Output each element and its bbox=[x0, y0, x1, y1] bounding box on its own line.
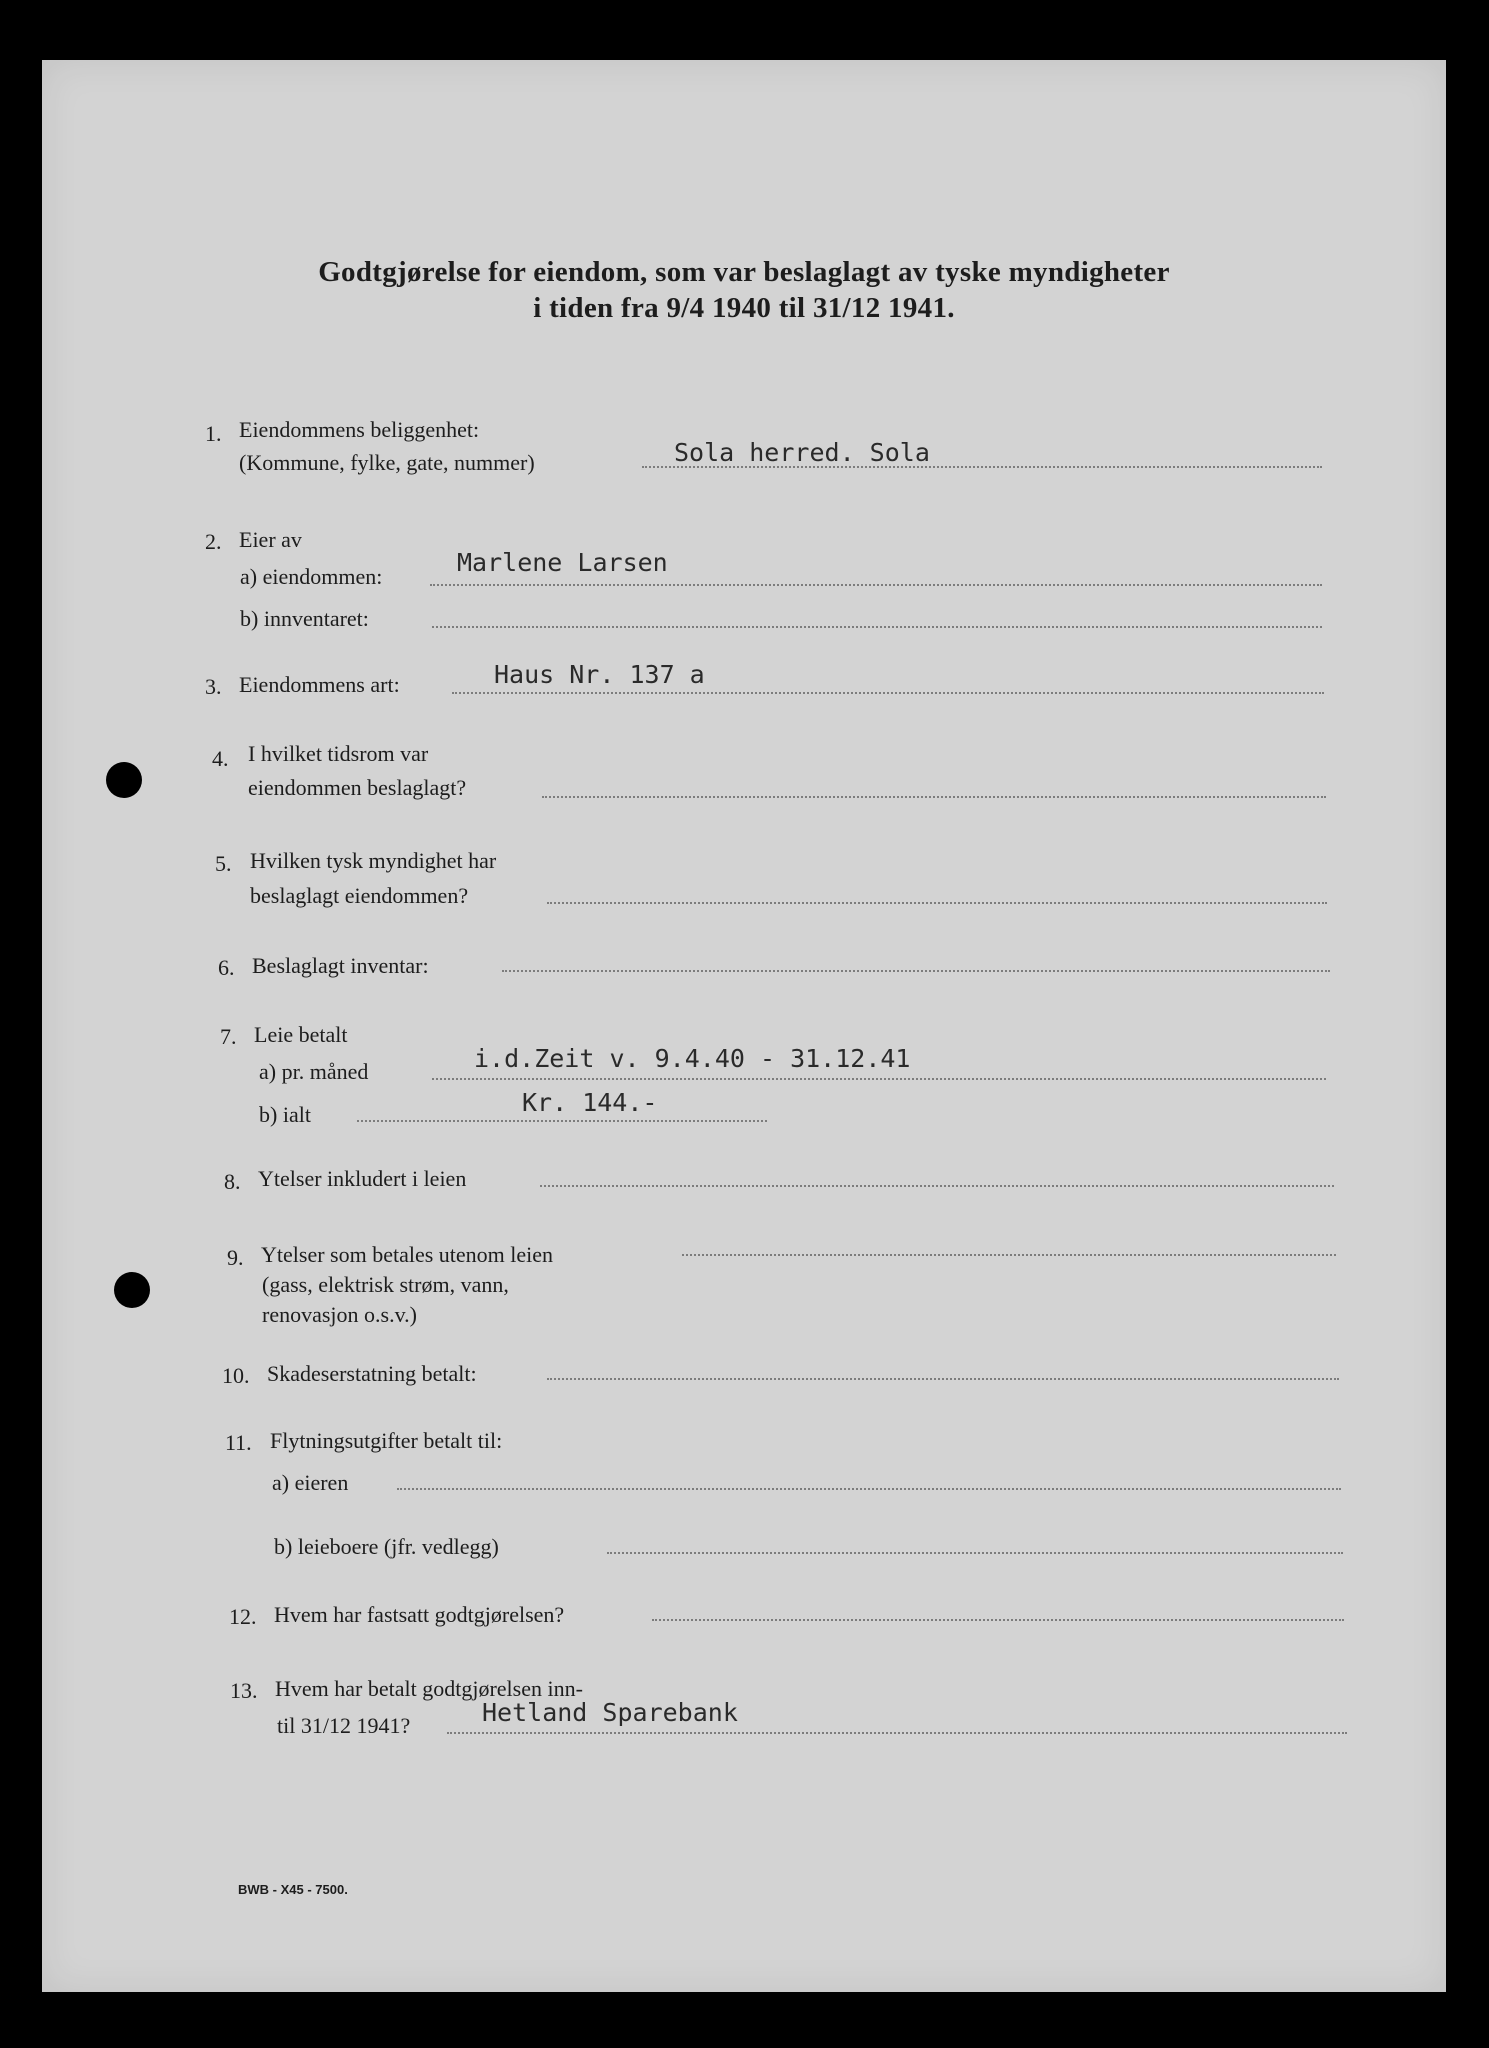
q9-answer-line bbox=[682, 1254, 1336, 1256]
q13-label2: til 31/12 1941? bbox=[277, 1713, 411, 1738]
q7a-answer: i.d.Zeit v. 9.4.40 - 31.12.41 bbox=[474, 1044, 911, 1073]
q13-number: 13. bbox=[230, 1678, 258, 1703]
q8-label: Ytelser inkludert i leien bbox=[258, 1166, 467, 1191]
q6-label: Beslaglagt inventar: bbox=[252, 953, 429, 978]
q2a-answer-line bbox=[430, 584, 1322, 586]
q3-answer-line bbox=[452, 692, 1324, 694]
q10-label: Skadeserstatning betalt: bbox=[267, 1361, 477, 1386]
q3-label: Eiendommens art: bbox=[239, 672, 400, 697]
q4-answer-line bbox=[542, 796, 1326, 798]
q4-label: I hvilket tidsrom var bbox=[248, 741, 429, 766]
q1-sublabel: (Kommune, fylke, gate, nummer) bbox=[239, 450, 535, 475]
q9-label2: (gass, elektrisk strøm, vann, bbox=[262, 1272, 509, 1297]
q2-number: 2. bbox=[205, 529, 222, 554]
form-title-line1: Godtgjørelse for eiendom, som var beslaglagt av tyske myndigheter bbox=[318, 256, 1170, 288]
q1-answer: Sola herred. Sola bbox=[674, 438, 930, 467]
q11-label: Flytningsutgifter betalt til: bbox=[270, 1428, 503, 1453]
q12-number: 12. bbox=[229, 1604, 257, 1629]
punch-hole-bottom bbox=[114, 1272, 150, 1308]
q11-number: 11. bbox=[225, 1430, 252, 1455]
q8-number: 8. bbox=[224, 1169, 241, 1194]
q9-label3: renovasjon o.s.v.) bbox=[262, 1302, 417, 1327]
q3-number: 3. bbox=[205, 674, 222, 699]
q11b-answer-line bbox=[607, 1552, 1343, 1554]
q6-answer-line bbox=[502, 970, 1330, 972]
q7b-label: b) ialt bbox=[259, 1102, 311, 1127]
q7-number: 7. bbox=[220, 1024, 237, 1049]
q9-label: Ytelser som betales utenom leien bbox=[261, 1242, 554, 1267]
q3-answer: Haus Nr. 137 a bbox=[494, 660, 705, 689]
q5-answer-line bbox=[547, 902, 1327, 904]
q2b-answer-line bbox=[432, 626, 1322, 628]
q13-label: Hvem har betalt godtgjørelsen inn- bbox=[275, 1676, 583, 1701]
q8-answer-line bbox=[540, 1185, 1334, 1187]
q4-number: 4. bbox=[212, 746, 229, 771]
q7a-answer-line bbox=[432, 1078, 1326, 1080]
form-page bbox=[42, 60, 1446, 1992]
form-title-line2: i tiden fra 9/4 1940 til 31/12 1941. bbox=[533, 292, 955, 324]
q5-number: 5. bbox=[215, 851, 232, 876]
q2-label: Eier av bbox=[239, 527, 302, 552]
q13-answer-line bbox=[447, 1732, 1347, 1734]
q7b-answer: Kr. 144.- bbox=[522, 1088, 658, 1117]
q5-label2: beslaglagt eiendommen? bbox=[250, 883, 469, 908]
q7-label: Leie betalt bbox=[254, 1022, 348, 1047]
q1-number: 1. bbox=[205, 421, 222, 446]
q7a-label: a) pr. måned bbox=[259, 1059, 369, 1084]
q9-number: 9. bbox=[227, 1245, 244, 1270]
q10-answer-line bbox=[547, 1378, 1339, 1380]
q1-label: Eiendommens beliggenhet: bbox=[239, 417, 480, 442]
q11a-answer-line bbox=[397, 1488, 1341, 1490]
q10-number: 10. bbox=[222, 1363, 250, 1388]
q11a-label: a) eieren bbox=[272, 1470, 349, 1495]
q7b-answer-line bbox=[357, 1120, 767, 1122]
q4-label2: eiendommen beslaglagt? bbox=[248, 775, 467, 800]
q2a-answer: Marlene Larsen bbox=[457, 548, 668, 577]
form-print-code: BWB - X45 - 7500. bbox=[238, 1882, 348, 1897]
q6-number: 6. bbox=[218, 955, 235, 980]
q13-answer: Hetland Sparebank bbox=[482, 1698, 738, 1727]
q2b-label: b) innventaret: bbox=[240, 606, 369, 631]
q2a-label: a) eiendommen: bbox=[240, 564, 383, 589]
q12-answer-line bbox=[652, 1619, 1344, 1621]
q5-label: Hvilken tysk myndighet har bbox=[250, 848, 497, 873]
q11b-label: b) leieboere (jfr. vedlegg) bbox=[274, 1534, 499, 1559]
punch-hole-top bbox=[106, 762, 142, 798]
q12-label: Hvem har fastsatt godtgjørelsen? bbox=[274, 1602, 565, 1627]
